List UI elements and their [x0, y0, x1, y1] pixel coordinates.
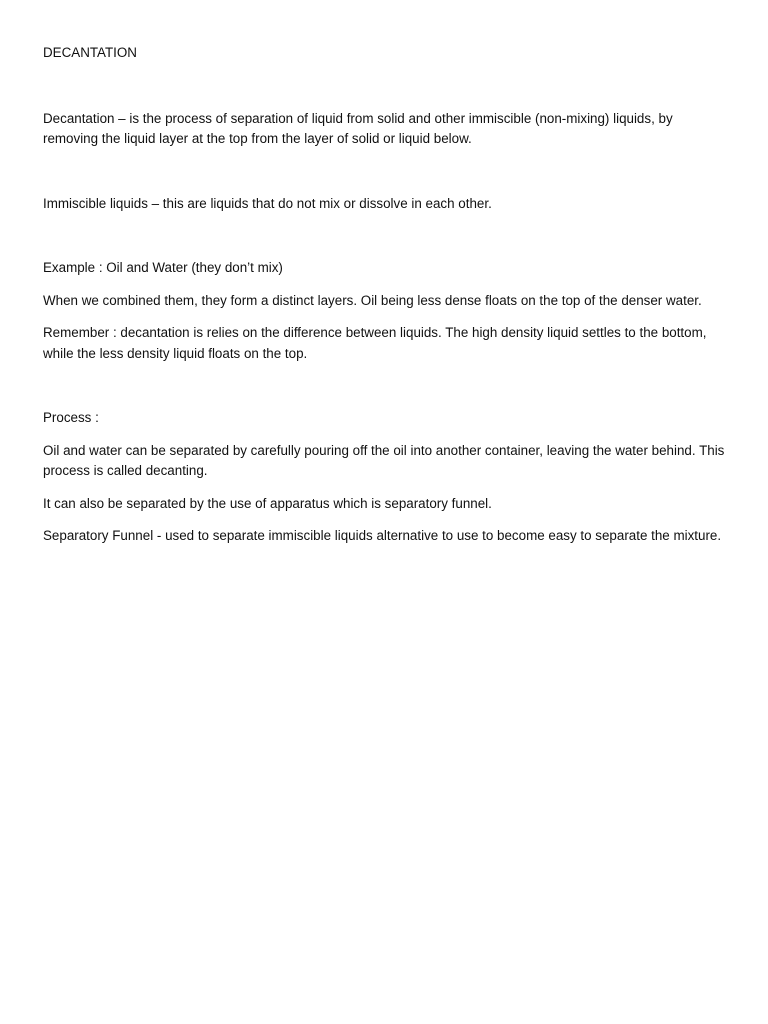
process-separatory-funnel: It can also be separated by the use of apparatus which is separatory funnel. — [43, 495, 492, 511]
example-heading: Example : Oil and Water (they don’t mix) — [43, 260, 283, 275]
process-heading: Process : — [43, 410, 99, 425]
document-title: DECANTATION — [43, 45, 137, 60]
separatory-funnel-definition: Separatory Funnel - used to separate immiscible liquids alternative to use to become easy to separate the mixture. — [43, 528, 722, 543]
definition-immiscible-liquids: Immiscible liquids – this are liquids that do not mix or dissolve in each other. — [43, 195, 492, 211]
remember-note: Remember : decantation is relies on the difference between liquids. The high density liquid settles to the bottom, while the less density liquid floats on the top. — [43, 325, 707, 361]
definition-decantation: Decantation – is the process of separation of liquid from solid and other immiscible (non-mixing) liquids, by removing the liquid layer at the top from the layer of solid or liquid below. — [43, 110, 673, 146]
process-decanting: Oil and water can be separated by carefully pouring off the oil into another container, leaving the water behind. This process is called decanting. — [43, 442, 725, 478]
example-explanation: When we combined them, they form a distinct layers. Oil being less dense floats on the top of the denser water. — [43, 292, 702, 308]
